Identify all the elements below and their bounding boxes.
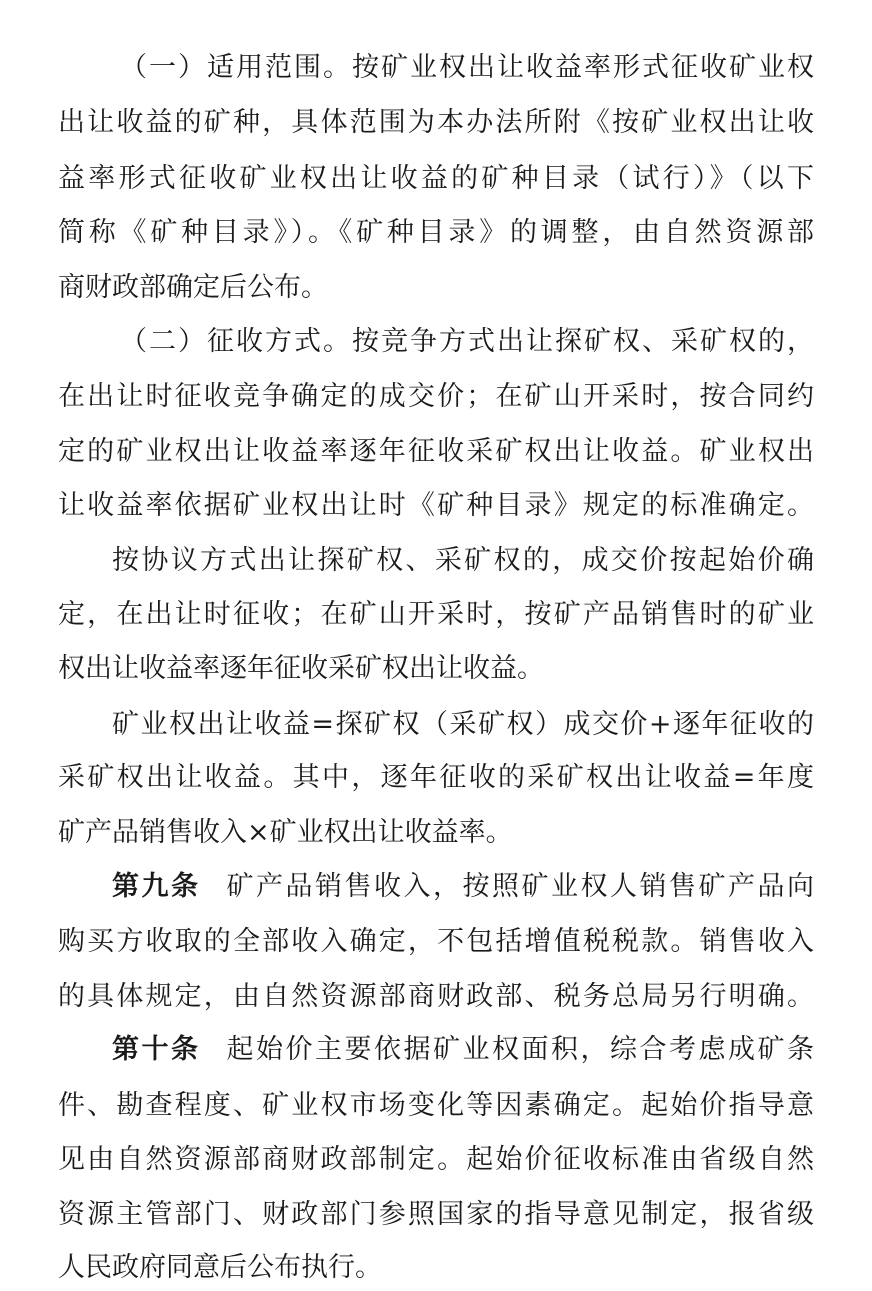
text-line: 资源主管部门、财政部门参照国家的指导意见制定，报省级 <box>58 1199 814 1230</box>
text-line: （一）适用范围。按矿业权出让收益率形式征收矿业权 <box>120 52 814 83</box>
article-line <box>112 1030 814 1070</box>
article-line <box>112 867 814 907</box>
text-line: 矿业权出让收益=探矿权（采矿权）成交价+逐年征收的 <box>112 709 814 740</box>
text-line: 在出让时征收竞争确定的成交价；在矿山开采时，按合同约 <box>58 381 814 412</box>
text-line: 益率形式征收矿业权出让收益的矿种目录（试行）》（以下 <box>58 163 814 194</box>
text-line: 件、勘查程度、矿业权市场变化等因素确定。起始价指导意 <box>58 1090 814 1121</box>
text-span: 起始价主要依据矿业权面积，综合考虑成矿条 <box>226 1034 814 1065</box>
text-line: 权出让收益率逐年征收采矿权出让收益。 <box>58 653 544 684</box>
article-heading: 第九条 <box>112 871 201 902</box>
text-line: 见由自然资源部商财政部制定。起始价征收标准由省级自然 <box>58 1144 814 1175</box>
text-line: 定，在出让时征收；在矿山开采时，按矿产品销售时的矿业 <box>58 599 814 630</box>
text-line: 人民政府同意后公布执行。 <box>58 1252 382 1283</box>
text-line: 简称《矿种目录》）。《矿种目录》的调整，由自然资源部 <box>58 217 814 248</box>
text-line: 按协议方式出让探矿权、采矿权的，成交价按起始价确 <box>112 545 814 576</box>
text-line: 矿产品销售收入×矿业权出让收益率。 <box>58 817 513 848</box>
text-span: 矿产品销售收入，按照矿业权人销售矿产品向 <box>226 871 814 902</box>
text-line: 出让收益的矿种，具体范围为本办法所附《按矿业权出让收 <box>58 107 814 138</box>
text-line: 让收益率依据矿业权出让时《矿种目录》规定的标准确定。 <box>58 490 814 521</box>
text-line: 采矿权出让收益。其中，逐年征收的采矿权出让收益=年度 <box>58 762 814 793</box>
text-line: 定的矿业权出让收益率逐年征收采矿权出让收益。矿业权出 <box>58 436 814 467</box>
text-line: 商财政部确定后公布。 <box>58 272 328 303</box>
text-line: （二）征收方式。按竞争方式出让探矿权、采矿权的， <box>120 326 814 357</box>
text-line: 的具体规定，由自然资源部商财政部、税务总局另行明确。 <box>58 981 814 1012</box>
text-line: 购买方收取的全部收入确定，不包括增值税税款。销售收入 <box>58 926 814 957</box>
article-heading: 第十条 <box>112 1034 201 1065</box>
